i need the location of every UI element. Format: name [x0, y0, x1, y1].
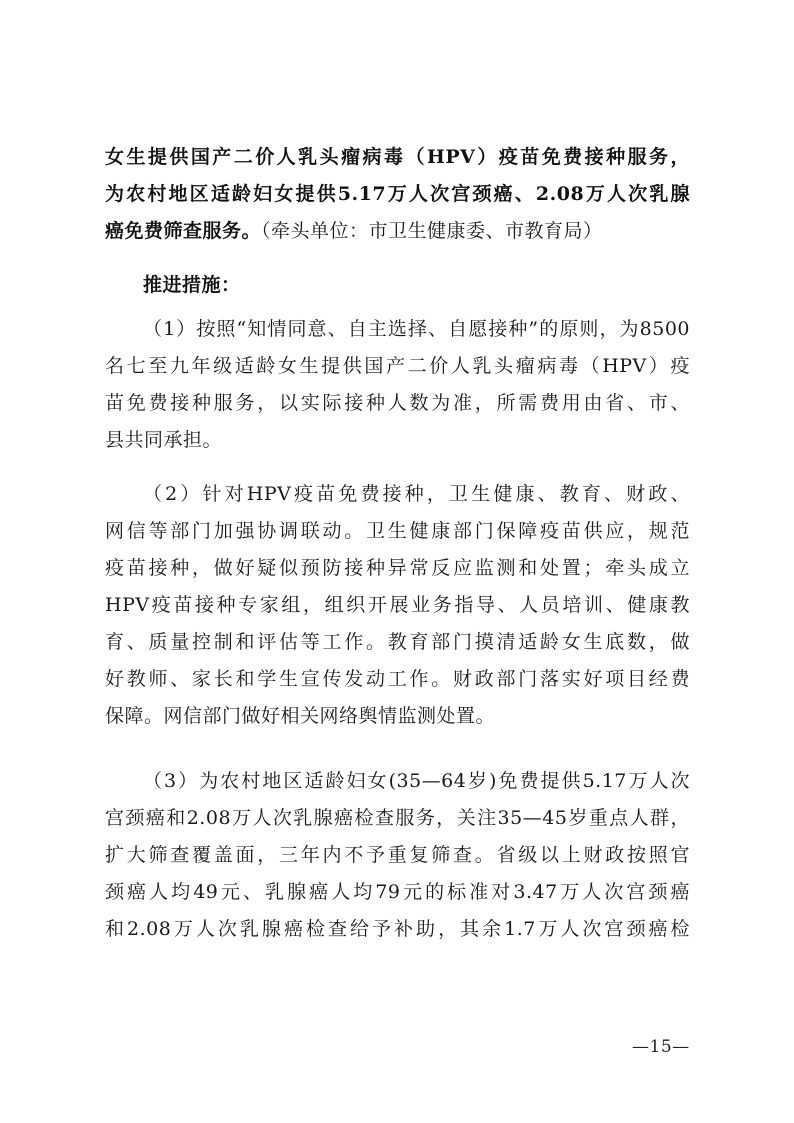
item1-line-3: 苗免费接种服务，以实际接种人数为准，所需费用由省、市、	[105, 392, 690, 414]
intro-line-1: 女生提供国产二价人乳头瘤病毒（HPV）疫苗免费接种服务，	[105, 146, 690, 168]
measure-item-3	[105, 767, 690, 944]
intro-line-3	[105, 217, 690, 246]
item2-line-6: 好教师、家长和学生宣传发动工作。财政部门落实好项目经费	[105, 668, 690, 690]
item3-line-4: 颈癌人均49元、乳腺癌人均79元的标准对3.47万人次宫颈癌	[105, 881, 690, 903]
measure-item-2	[105, 480, 690, 731]
item1-line-2: 名七至九年级适龄女生提供国产二价人乳头瘤病毒（HPV）疫	[105, 355, 690, 377]
intro-line-3-bold: 癌免费筛查服务。	[105, 220, 262, 242]
measures-heading: 推进措施：	[143, 274, 241, 296]
item3-line-3: 扩大筛查覆盖面，三年内不予重复筛查。省级以上财政按照官	[105, 844, 690, 866]
item2-line-5: 育、质量控制和评估等工作。教育部门摸清适龄女生底数，做	[105, 631, 690, 653]
item2-line-4: HPV疫苗接种专家组，组织开展业务指导、人员培训、健康教	[105, 594, 690, 616]
intro-line-2: 为农村地区适龄妇女提供5.17万人次宫颈癌、2.08万人次乳腺	[105, 183, 690, 205]
intro-paragraph	[105, 143, 690, 246]
page-number: —15—	[632, 1037, 690, 1057]
item2-line-1: （2）针对HPV疫苗免费接种，卫生健康、教育、财政、	[143, 483, 690, 505]
item2-line-3: 疫苗接种，做好疑似预防接种异常反应监测和处置；牵头成立	[105, 557, 690, 579]
item3-line-2: 宫颈癌和2.08万人次乳腺癌检查服务，关注35—45岁重点人群，	[105, 807, 690, 829]
item1-line-1: （1）按照“知情同意、自主选择、自愿接种”的原则，为8500	[143, 318, 690, 340]
item3-line-1: （3）为农村地区适龄妇女(35—64岁)免费提供5.17万人次	[143, 770, 690, 792]
measure-item-1	[105, 315, 690, 455]
lead-units: （牵头单位：市卫生健康委、市教育局）	[261, 220, 603, 242]
item1-line-4: 县共同承担。	[105, 429, 223, 451]
item2-line-2: 网信等部门加强协调联动。卫生健康部门保障疫苗供应，规范	[105, 520, 690, 542]
item3-line-5: 和2.08万人次乳腺癌检查给予补助，其余1.7万人次宫颈癌检	[105, 918, 690, 940]
item2-line-7: 保障。网信部门做好相关网络舆情监测处置。	[105, 705, 496, 727]
